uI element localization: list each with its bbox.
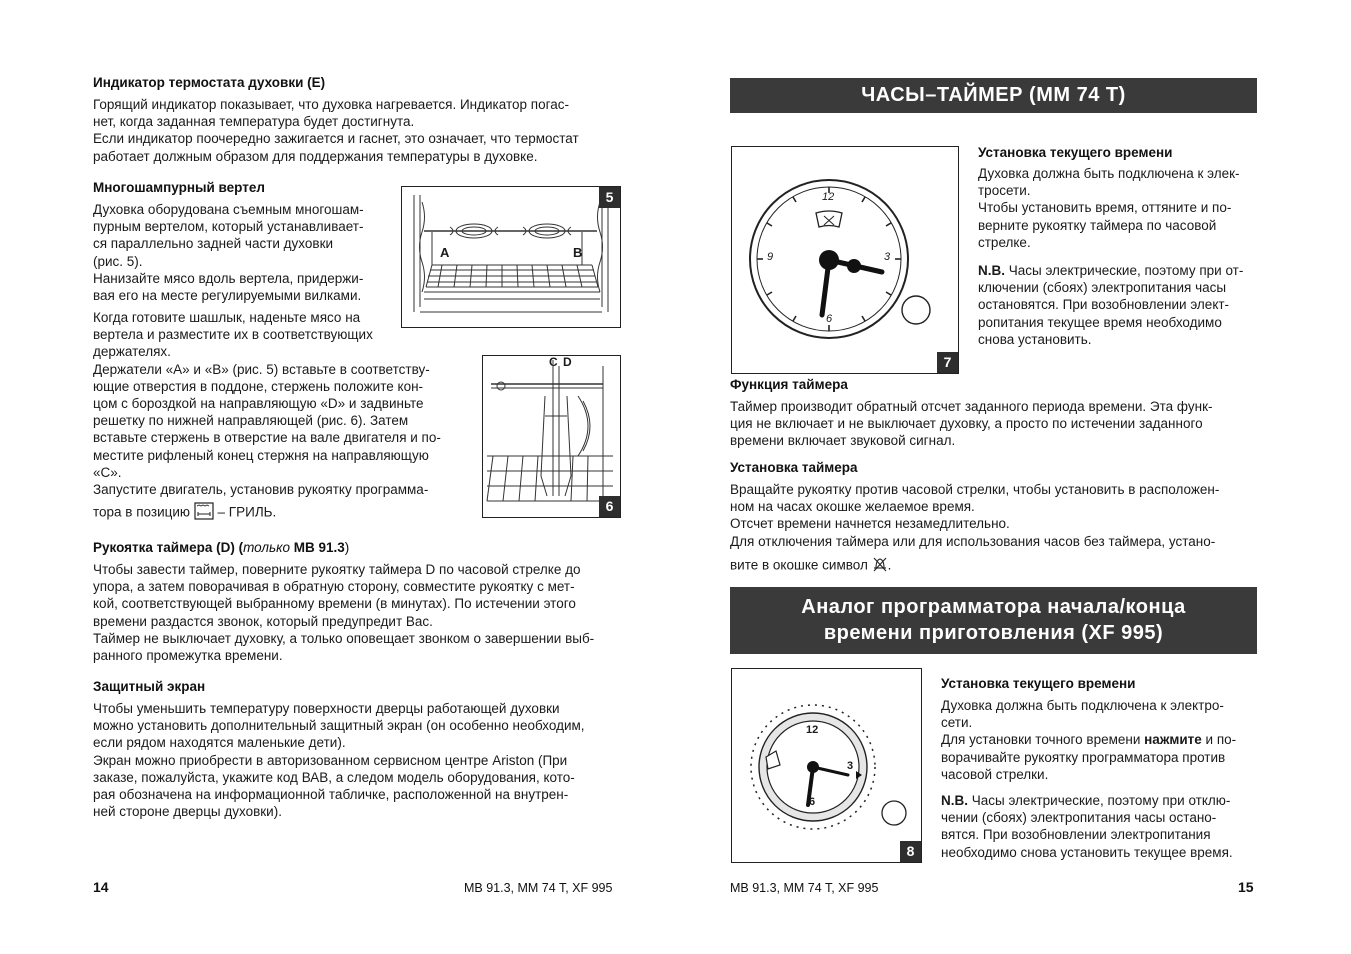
- figure-7-clock-timer: [731, 146, 959, 374]
- paragraph-thermostat: [93, 96, 620, 165]
- text-line: решетку по нижней направляющей (рис. 6). Затем: [93, 413, 409, 429]
- text-line: ющие отверстия в поддоне, стержень положите кон-: [93, 378, 424, 394]
- section-heading-set-timer: Установка таймера: [730, 460, 858, 475]
- line-pre: Для установки точного времени: [941, 732, 1145, 748]
- text-line: вертела и разместите их в соответствующих: [93, 327, 373, 343]
- footer-models-right: MB 91.3, MM 74 T, XF 995: [730, 881, 879, 895]
- page-number-right: 15: [1238, 879, 1254, 895]
- figure-number-8: 8: [900, 841, 921, 862]
- paragraph-set-timer: [730, 481, 1257, 576]
- text-line: местите рифленый конец стержня на направляющую: [93, 447, 429, 463]
- nb-label: N.B.: [978, 263, 1005, 278]
- text-line: Горящий индикатор показывает, что духовка нагревается. Индикатор погас-: [93, 97, 569, 112]
- grill-symbol-icon: [194, 502, 214, 524]
- text-line: Нанизайте мясо вдоль вертела, придержи-: [93, 270, 364, 286]
- text-line: держателях.: [93, 344, 171, 360]
- dial-6: 6: [826, 313, 833, 325]
- text-line: [941, 731, 1257, 748]
- figure-6-spit-holder: [482, 355, 621, 518]
- spit-holder-illustration: [483, 356, 620, 517]
- heading-main: Рукоятка таймера (D) (: [93, 540, 244, 555]
- dial-9: 9: [767, 251, 774, 263]
- section-heading-rotisserie: Многошампурный вертел: [93, 180, 265, 195]
- text-line: нет, когда заданная температура будет достигнута.: [93, 114, 415, 130]
- text-line: Чтобы уменьшить температуру поверхности дверцы работающей духовки: [93, 701, 560, 716]
- text-line: тросети.: [978, 183, 1031, 199]
- dial-12: 12: [806, 724, 819, 736]
- figure-number-7: 7: [937, 352, 958, 373]
- heading-close: ): [344, 540, 350, 555]
- text-line: сети.: [941, 715, 973, 731]
- text-line: Чтобы установить время, оттяните и по-: [978, 200, 1232, 216]
- text-line: [978, 262, 1257, 279]
- symbol-prefix: вите в окошке символ: [730, 557, 868, 573]
- dial-3: 3: [847, 760, 854, 772]
- text-line: времени включает звуковой сигнал.: [730, 433, 956, 449]
- text-line: Экран можно приобрести в авторизованном сервисном центре Ariston (При: [93, 752, 568, 768]
- dial-6: 6: [809, 796, 816, 808]
- page-number-left: 14: [93, 879, 109, 895]
- text-line: остановятся. При возобновлении элект-: [978, 297, 1230, 313]
- text-line: Отсчет времени начнется незамедлительно.: [730, 516, 1010, 532]
- nb-text: Часы электрические, поэтому при отклю-: [968, 793, 1231, 808]
- text-line: снова установить.: [978, 331, 1092, 347]
- label-a: A: [440, 245, 450, 260]
- text-line: [941, 792, 1257, 809]
- text-line: ней стороне дверцы духовки).: [93, 804, 282, 820]
- text-line: вая его на месте регулируемыми вилками.: [93, 288, 362, 304]
- label-d: D: [563, 355, 572, 369]
- text-line: Таймер не выключает духовку, а только оповещает звонком о завершении выб-: [93, 630, 595, 646]
- section-heading-shield: Защитный экран: [93, 679, 206, 694]
- rotisserie-illustration: [402, 187, 620, 327]
- text-line: ся параллельно задней части духовки: [93, 236, 334, 252]
- text-line: чении (сбоях) электропитания часы остано-: [941, 810, 1217, 826]
- grill-prefix: тора в позицию: [93, 504, 191, 520]
- figure-8-programmer: [731, 668, 922, 863]
- text-line: времени раздастся звонок, который предупредит Вас.: [93, 613, 433, 629]
- text-line: Вращайте рукоятку против часовой стрелки, чтобы установить в расположен-: [730, 482, 1220, 497]
- text-line: кой, соответствующей выбранному времени (в минутах). По истечении этого: [93, 596, 576, 612]
- text-line: стрелке.: [978, 234, 1031, 250]
- text-line: часовой стрелки.: [941, 766, 1049, 782]
- text-line: ном на часах окошке желаемое время.: [730, 499, 975, 515]
- text-line: Для отключения таймера или для использования часов без таймера, устано-: [730, 533, 1216, 549]
- paragraph-nb-clock: [978, 262, 1257, 348]
- text-line: ция не включает и не выключает духовку, а просто по истечении заданного: [730, 416, 1203, 432]
- banner-programmer: [730, 587, 1257, 654]
- paragraph-timer-function: [730, 398, 1257, 450]
- grill-suffix: – ГРИЛЬ.: [213, 504, 277, 520]
- paragraph-rotisserie-b: [93, 309, 463, 524]
- text-line: Духовка должна быть подключена к элек-: [978, 166, 1240, 181]
- text-line: заказе, пожалуйста, укажите код ВАВ, а следом модель оборудования, кото-: [93, 769, 575, 785]
- section-heading-set-time-2: Установка текущего времени: [941, 676, 1136, 691]
- banner-clock-timer: ЧАСЫ–ТАЙМЕР (ММ 74 Т): [730, 78, 1257, 113]
- text-line: вставьте стержень в отверстие на вале двигателя и по-: [93, 430, 441, 446]
- text-line: Если индикатор поочередно зажигается и гаснет, это означает, что термостат: [93, 131, 579, 147]
- text-line: если рядом находятся маленькие дети).: [93, 735, 346, 751]
- dial-12: 12: [822, 191, 835, 203]
- text-line-grill: [93, 502, 463, 524]
- figure-number-6: 6: [599, 496, 620, 517]
- nb-text: Часы электрические, поэтому при от-: [1005, 263, 1244, 278]
- text-line: Духовка оборудована съемным многошам-: [93, 202, 364, 217]
- label-b: B: [573, 245, 583, 260]
- section-heading-thermostat: Индикатор термостата духовки (E): [93, 75, 326, 90]
- paragraph-rotisserie-a: [93, 201, 385, 304]
- dial-3: 3: [884, 251, 891, 263]
- text-line: цом с бороздкой на направляющую «D» и задвиньте: [93, 396, 424, 412]
- text-line: работает должным образом для поддержания температуры в духовке.: [93, 148, 538, 164]
- text-line: ворачивайте рукоятку программатора против: [941, 749, 1226, 765]
- clock-dial-illustration: [732, 147, 958, 373]
- bell-crossed-icon: [872, 556, 888, 576]
- text-line: верните рукоятку таймера по часовой: [978, 217, 1217, 233]
- paragraph-set-time-2: [941, 697, 1257, 783]
- text-line: ранного промежутка времени.: [93, 648, 283, 664]
- text-line: Таймер производит обратный отсчет заданного периода времени. Эта функ-: [730, 399, 1213, 414]
- nb-label: N.B.: [941, 793, 968, 808]
- heading-italic: только: [243, 540, 290, 555]
- footer-models-left: MB 91.3, MM 74 T, XF 995: [464, 881, 613, 895]
- text-line: ключении (сбоях) электропитания часы: [978, 280, 1227, 296]
- text-line: Духовка должна быть подключена к электро-: [941, 698, 1224, 713]
- text-line: необходимо снова установить текущее время.: [941, 844, 1233, 860]
- banner-line-1: Аналог программатора начала/конца: [801, 596, 1186, 618]
- text-line: Чтобы завести таймер, поверните рукоятку таймера D по часовой стрелке до: [93, 562, 581, 577]
- text-line-symbol: вите в окошке символ .: [730, 556, 1257, 576]
- heading-model: MB 91.3: [289, 540, 345, 555]
- figure-number-5: 5: [599, 187, 620, 208]
- text-line: «С».: [93, 464, 122, 480]
- text-line: Держатели «А» и «В» (рис. 5) вставьте в соответству-: [93, 361, 430, 377]
- line-post: и по-: [1201, 732, 1237, 748]
- paragraph-timer-knob: [93, 561, 620, 664]
- timer-window-icon: [816, 211, 842, 227]
- text-line: вятся. При возобновлении электропитания: [941, 827, 1211, 843]
- text-line: ропитания текущее время необходимо: [978, 314, 1222, 330]
- section-heading-timer-knob: [93, 540, 349, 555]
- text-line: Когда готовите шашлык, наденьте мясо на: [93, 310, 361, 325]
- banner-line-2: времени приготовления (XF 995): [823, 622, 1164, 644]
- text-line: пурным вертелом, который устанавливает-: [93, 219, 364, 235]
- programmer-dial-illustration: [732, 669, 921, 862]
- paragraph-shield: [93, 700, 620, 820]
- paragraph-set-time: [978, 165, 1257, 251]
- text-line: можно установить дополнительный защитный экран (он особенно необходим,: [93, 718, 585, 734]
- section-heading-timer-function: Функция таймера: [730, 377, 848, 392]
- text-line: рая обозначена на информационной табличке, расположенной на внутрен-: [93, 787, 569, 803]
- text-line: упора, а затем поворачивая в обратную сторону, совместите рукоятку с мет-: [93, 579, 575, 595]
- text-line: Запустите двигатель, установив рукоятку программа-: [93, 482, 429, 498]
- text-line: (рис. 5).: [93, 253, 143, 269]
- line-bold: нажмите: [1144, 732, 1202, 748]
- section-heading-set-time: Установка текущего времени: [978, 145, 1173, 160]
- paragraph-nb-programmer: [941, 792, 1257, 861]
- figure-5-rotisserie: [401, 186, 621, 328]
- label-c: C: [549, 355, 558, 369]
